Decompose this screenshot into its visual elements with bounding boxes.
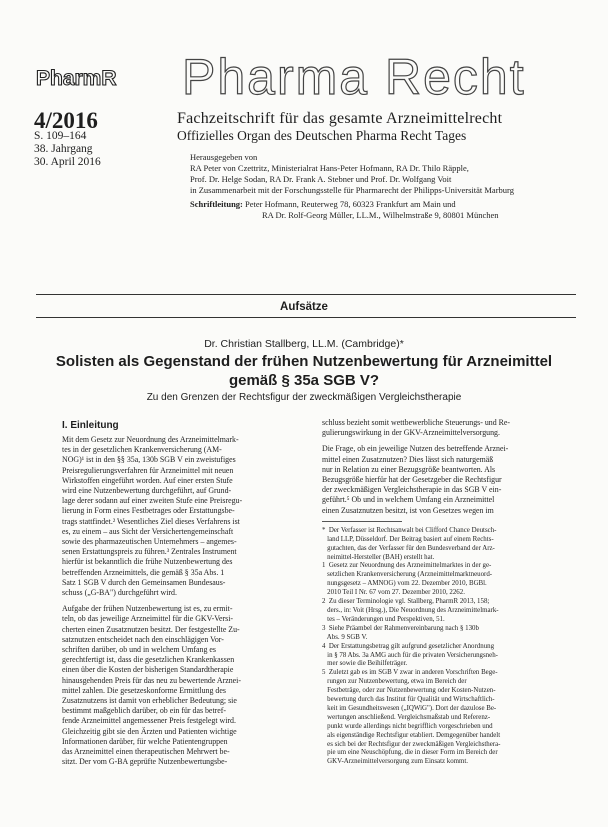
- footnote-line: mer sowie die Beihilfeträger.: [322, 660, 408, 668]
- footnote-line: neimittel-Hersteller (BAH) erstellt hat.: [322, 553, 435, 561]
- body-text-line: nur in Relation zu einer Bezugsgröße beantworten. Als: [322, 464, 496, 474]
- logo-big-text: Pharma Recht: [182, 50, 526, 102]
- footnotes: [322, 527, 580, 767]
- section-rule-top: [36, 294, 576, 295]
- body-text-line: Die Frage, ob ein jeweilige Nutzen des betreffende Arznei-: [322, 444, 509, 454]
- article-author: Dr. Christian Stallberg, LL.M. (Cambridge)*: [204, 338, 404, 350]
- body-text-line: Mit dem Gesetz zur Neuordnung des Arzneimittelmark-: [62, 435, 239, 444]
- footnote-line: bewertung durch das Institut für Qualität und Wirtschaftlich-: [322, 696, 495, 704]
- body-text-line: trags stattfindet.² Wesentliches Ziel dieses Verfahrens ist: [62, 516, 240, 526]
- editors-line: in Zusammenarbeit mit der Forschungsstelle für Pharmarecht der Philipps-Universität Marburg: [190, 185, 514, 195]
- body-text-line: schuss („G-BA") durchgeführt wird.: [62, 588, 177, 598]
- footnote-line: 3 Siehe Präambel der Rahmenvereinbarung nach § 130b: [322, 624, 479, 632]
- footnote-line: in § 78 Abs. 3a AMG auch für die privaten Versicherungsneh-: [322, 651, 498, 659]
- body-text-line: senen Erstattungspreis zu führen.³ Zentrales Instrument: [62, 547, 237, 557]
- body-text-line: schluss bezieht somit wettbewerbliche Steuerungs- und Re-: [322, 418, 511, 427]
- pharmr-logo: [34, 66, 154, 88]
- body-text-line: Gleichzeitig gibt sie den Ärzten und Patienten wichtige: [62, 726, 237, 736]
- body-text-line: mittel einen Zusatznutzen? Dies lässt sich naturgemäß: [322, 454, 494, 464]
- issue-date: 30. April 2016: [34, 156, 101, 168]
- body-text-line: Wirkstoffen eingeführt worden. Auf einer ersten Stufe: [62, 475, 233, 485]
- section-rule-bottom: [36, 317, 576, 318]
- editorial-office-label: Schriftleitung:: [190, 199, 243, 209]
- body-text-line: satznutzen entscheidet nach den einschlägigen Vor-: [62, 634, 224, 644]
- footnote-line: 5 Zuletzt gab es im SGB V zwar in anderen Vorschriften Bege-: [322, 669, 498, 677]
- body-text-line: fende Arzneimittel angemessener Preis festgelegt wird.: [62, 716, 236, 726]
- body-text-line: hierfür ist bekanntlich die frühe Nutzenbewertung des: [62, 557, 233, 567]
- footnote-line: * Der Verfasser ist Rechtsanwalt bei Clifford Chance Deutsch-: [322, 526, 497, 534]
- footnote-line: Abs. 9 SGB V.: [322, 633, 368, 641]
- pharma-recht-logo: [180, 50, 600, 102]
- editorial-office: [190, 199, 456, 209]
- footnote-rule: [322, 521, 402, 522]
- footnote-line: ders., in: Voit (Hrsg.), Die Neuordnung des Arzneimittelmark-: [322, 606, 499, 614]
- body-text-line: gerechtfertigt ist, dass die gesetzlichen Krankenkassen: [62, 655, 235, 665]
- body-text-line: geführt.⁵ Ob und in welchem Umfang ein Arzneimittel: [322, 495, 495, 505]
- editors-line: Prof. Dr. Helge Sodan, RA Dr. Frank A. Stebner und Prof. Dr. Wolfgang Voit: [190, 174, 452, 184]
- issue-volume: 38. Jahrgang: [34, 143, 93, 155]
- body-text-line: cherten einen Zusatznutzen besitzt. Der festgestellte Zu-: [62, 624, 240, 634]
- logo-small-text: PharmR: [36, 67, 117, 88]
- body-text-line: lage derer sodann auf einer zweiten Stufe eine Preisregu-: [62, 496, 243, 506]
- body-text-line: es, zu einem – aus Sicht der Versichertengemeinschaft: [62, 526, 234, 536]
- article-title: gemäß § 35a SGB V?: [228, 372, 380, 389]
- body-text-line: hinausgehenden Preis für das neu zu bewertende Arznei-: [62, 675, 242, 685]
- body-text-line: einen Zusatznutzen besitzt, ist von Gesetzes wegen im: [322, 505, 494, 515]
- editorial-office-line1: Peter Hofmann, Reuterweg 78, 60323 Frankfurt am Main und: [245, 199, 456, 209]
- body-text-line: sitzt. Der vom G-BA geprüfte Nutzenbewertungsbe-: [62, 757, 228, 767]
- body-text-line: schriften darüber, ob und in welchem Umfang es: [62, 645, 216, 655]
- footnote-line: land LLP, Düsseldorf. Der Beitrag basiert auf einem Rechts-: [322, 535, 494, 543]
- body-text-line: wird eine Nutzenbewertung durchgeführt, auf Grund-: [62, 486, 232, 496]
- footnote-line: punkt wurde allerdings nicht begrifflich vorgeschrieben und: [322, 722, 493, 730]
- body-text-line: lierung in Form eines Festbetrages oder Erstattungsbe-: [62, 506, 235, 516]
- body-text-line: NOG)¹ ist in den §§ 35a, 130b SGB V ein zweistufiges: [62, 455, 236, 465]
- footnote-line: 1 Gesetz zur Neuordnung des Arzneimittelmarktes in der ge-: [322, 562, 492, 570]
- article-title: Solisten als Gegenstand der frühen Nutzenbewertung für Arzneimittel: [55, 353, 553, 370]
- body-text-line: einen über die Kosten der bisherigen Standardtherapie: [62, 665, 234, 675]
- editors-line: RA Peter von Czettritz, Ministerialrat Hans-Peter Hofmann, RA Dr. Thilo Räpple,: [190, 163, 469, 173]
- section-heading: Aufsätze: [280, 301, 328, 313]
- body-text-line: betreffenden Arzneimittels, die gemäß § 35a Abs. 1: [62, 567, 225, 577]
- footnote-line: als eigenständige Rechtsfigur etabliert. Demgegenüber handelt: [322, 731, 501, 739]
- body-text-line: sowie des pharmazeutischen Unternehmers – angemes-: [62, 537, 237, 547]
- footnote-line: es sich bei der Rechtsfigur der zweckmäßigen Vergleichsthera-: [322, 740, 501, 748]
- body-text-line: Bezugsgröße hierfür hat der Gesetzgeber die Rechtsfigur: [322, 475, 502, 485]
- footnote-line: 4 Der Erstattungsbetrag gilt aufgrund gesetzlicher Anordnung: [322, 642, 495, 650]
- right-column-body: [322, 418, 580, 516]
- footnote-line: 2010 Teil I Nr. 67 vom 27. Dezember 2010, 2262.: [322, 589, 465, 597]
- journal-subtitle: Fachzeitschrift für das gesamte Arzneimittelrecht: [177, 110, 503, 127]
- body-text-line: tes in der gesetzlichen Krankenversicherung (AM-: [62, 445, 222, 455]
- footnote-line: rungen zur Nutzenbewertung, etwa im Bereich der: [322, 678, 467, 686]
- body-text-line: mittel zahlen. Die gesetzeskonforme Ermittlung des: [62, 685, 226, 695]
- footnote-line: tes – Veränderungen und Perspektiven, 51.: [322, 615, 445, 623]
- footnote-line: pie um eine Neuschöpfung, die in dieser Form im Bereich der: [322, 749, 498, 757]
- footnote-line: gutachten, das der Verfasser für den Bundesverband der Arz-: [322, 544, 495, 552]
- body-text-line: das Arzneimittel einen therapeutischen Mehrwert be-: [62, 747, 230, 757]
- body-text-line: Aufgabe der frühen Nutzenbewertung ist es, zu ermit-: [62, 604, 233, 614]
- body-column-right: [322, 418, 580, 767]
- footnote-line: wertungen anschließend. Vergleichsmaßstab und Referenz-: [322, 713, 491, 721]
- issue-pages: S. 109–164: [34, 130, 87, 142]
- body-text-line: bestimmt maßgeblich darüber, ob ein für das betref-: [62, 706, 227, 716]
- article-subtitle: Zu den Grenzen der Rechtsfigur der zweckmäßigen Vergleichstherapie: [146, 392, 462, 403]
- body-text-line: Informationen darüber, für welche Patientengruppen: [62, 736, 228, 746]
- body-text-line: Satz 1 SGB V durch den Gemeinsamen Bundesaus-: [62, 577, 226, 587]
- journal-organ: Offizielles Organ des Deutschen Pharma Recht Tages: [177, 128, 467, 143]
- editors-label: Herausgegeben von: [190, 152, 258, 162]
- footnote-line: keit im Gesundheitswesen („IQWiG"). Dort der dazulose Be-: [322, 704, 497, 712]
- body-text-line: teln, ob das jeweilige Arzneimittel für die GKV-Versi-: [62, 614, 234, 624]
- footnote-line: 2 Zu dieser Terminologie vgl. Stallberg, PharmR 2013, 158;: [322, 598, 490, 606]
- editorial-office-line2: RA Dr. Rolf-Georg Müller, LL.M., Wilhelmstraße 9, 80801 München: [262, 210, 499, 220]
- footnote-line: nungsgesetz – AMNOG) vom 22. Dezember 2010, BGBl.: [322, 580, 487, 588]
- footnote-line: GKV-Arzneimittelversorgung zum Einsatz kommt.: [322, 758, 469, 766]
- body-text-line: Preisregulierungsverfahren für Arzneimittel mit neuen: [62, 465, 234, 475]
- footnote-line: setzlichen Krankenversicherung (Arzneimittelmarktneuord-: [322, 571, 493, 579]
- body-column-left: [62, 435, 302, 768]
- issue-number: 4/2016: [34, 108, 98, 133]
- body-text-line: Zusatznutzens ist damit von erheblicher Bedeutung; sie: [62, 696, 237, 706]
- footnote-line: Festbeträge, oder zur Nutzenbewertung oder Kosten-Nutzen-: [322, 687, 496, 695]
- body-text-line: gulierungswirkung in der GKV-Arzneimittelversorgung.: [322, 428, 500, 438]
- section-heading-einleitung: I. Einleitung: [62, 420, 119, 431]
- body-text-line: der zweckmäßigen Vergleichstherapie in das SGB V ein-: [322, 485, 502, 495]
